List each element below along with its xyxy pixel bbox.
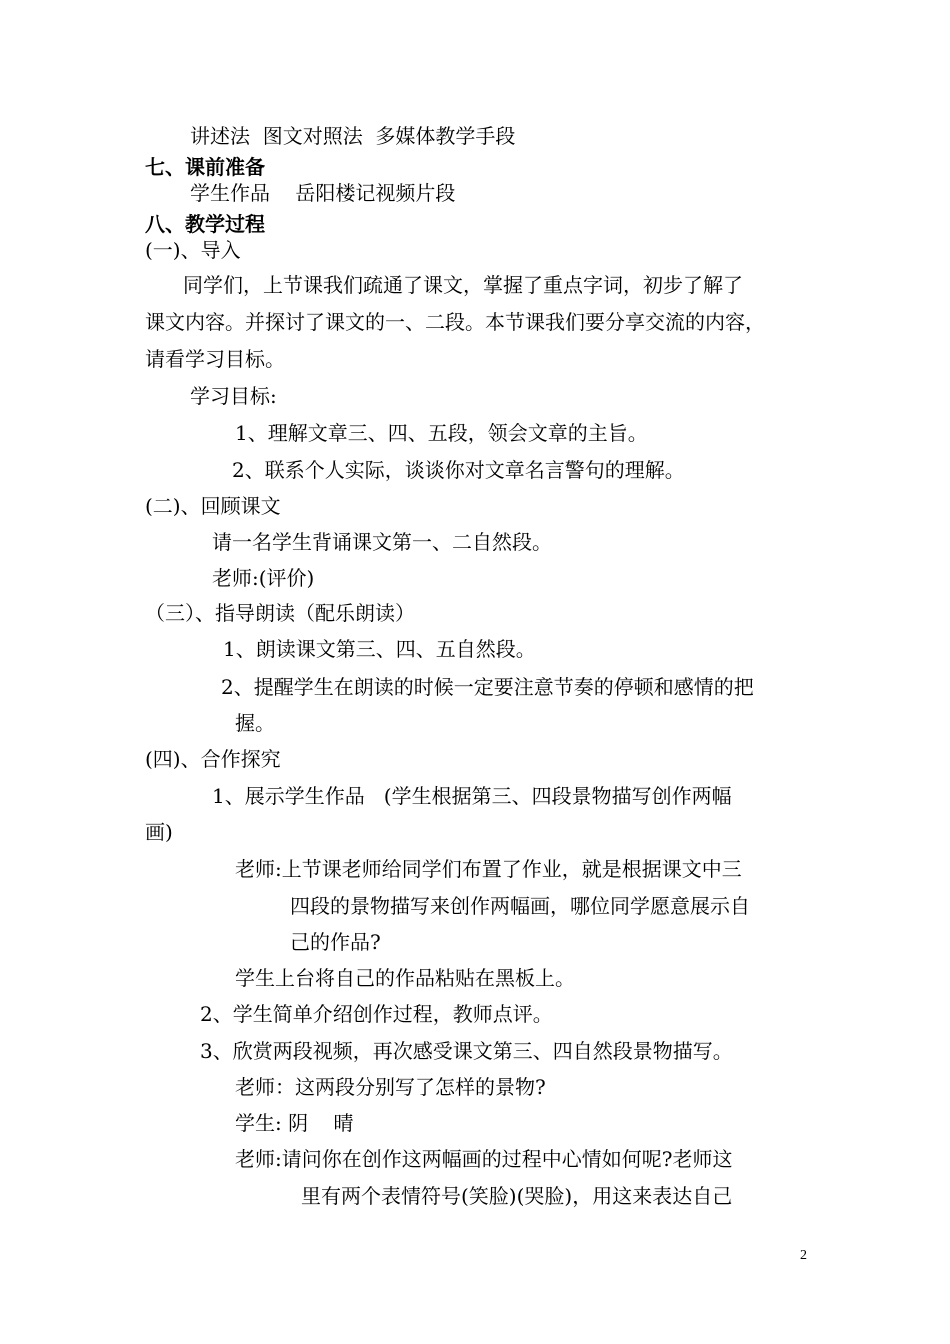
- teacher-line-cont: 四段的景物描写来创作两幅画，哪位同学愿意展示自: [290, 894, 750, 918]
- teacher-line: 老师:上节课老师给同学们布置了作业，就是根据课文中三: [235, 857, 742, 881]
- section-cooperation: (四)、合作探究: [145, 747, 281, 771]
- review-line: 老师:(评价): [212, 566, 315, 590]
- cooperation-item: 3、欣赏两段视频，再次感受课文第三、四自然段景物描写。: [200, 1039, 733, 1063]
- heading-process: 八、教学过程: [145, 212, 265, 236]
- teacher-line-cont: 己的作品?: [290, 930, 381, 954]
- goals-label: 学习目标:: [190, 384, 277, 408]
- paragraph-line: 同学们，上节课我们疏通了课文，掌握了重点字词，初步了解了: [183, 273, 743, 297]
- reading-item: 2、提醒学生在朗读的时候一定要注意节奏的停顿和感情的把: [221, 675, 754, 699]
- student-action: 学生上台将自己的作品粘贴在黑板上。: [235, 966, 575, 990]
- method-line: 讲述法 图文对照法 多媒体教学手段: [190, 124, 516, 148]
- teacher-line-cont: 里有两个表情符号(笑脸)(哭脸)，用这来表达自己: [301, 1184, 733, 1208]
- review-line: 请一名学生背诵课文第一、二自然段。: [212, 530, 552, 554]
- student-answer: 学生: 阴 晴: [235, 1111, 354, 1135]
- goal-item: 2、联系个人实际，谈谈你对文章名言警句的理解。: [232, 458, 685, 482]
- reading-item: 1、朗读课文第三、四、五自然段。: [223, 637, 536, 661]
- teacher-line: 老师:请问你在创作这两幅画的过程中心情如何呢?老师这: [235, 1147, 733, 1171]
- teacher-question: 老师：这两段分别写了怎样的景物?: [235, 1075, 546, 1099]
- paragraph-line: 课文内容。并探讨了课文的一、二段。本节课我们要分享交流的内容，: [145, 310, 765, 334]
- cooperation-item-cont: 画): [145, 820, 173, 844]
- heading-preparation: 七、课前准备: [145, 155, 265, 179]
- section-reading: （三）、指导朗读（配乐朗读）: [145, 601, 415, 625]
- cooperation-item: 1、展示学生作品 (学生根据第三、四段景物描写创作两幅: [212, 784, 732, 808]
- page-number: 2: [800, 1248, 807, 1263]
- cooperation-item: 2、学生简单介绍创作过程，教师点评。: [200, 1002, 553, 1026]
- reading-item-cont: 握。: [235, 711, 275, 735]
- preparation-line: 学生作品 岳阳楼记视频片段: [190, 181, 456, 205]
- paragraph-line: 请看学习目标。: [145, 347, 285, 371]
- section-intro: (一)、导入: [145, 238, 241, 262]
- section-review: (二)、回顾课文: [145, 494, 281, 518]
- goal-item: 1、理解文章三、四、五段，领会文章的主旨。: [235, 421, 648, 445]
